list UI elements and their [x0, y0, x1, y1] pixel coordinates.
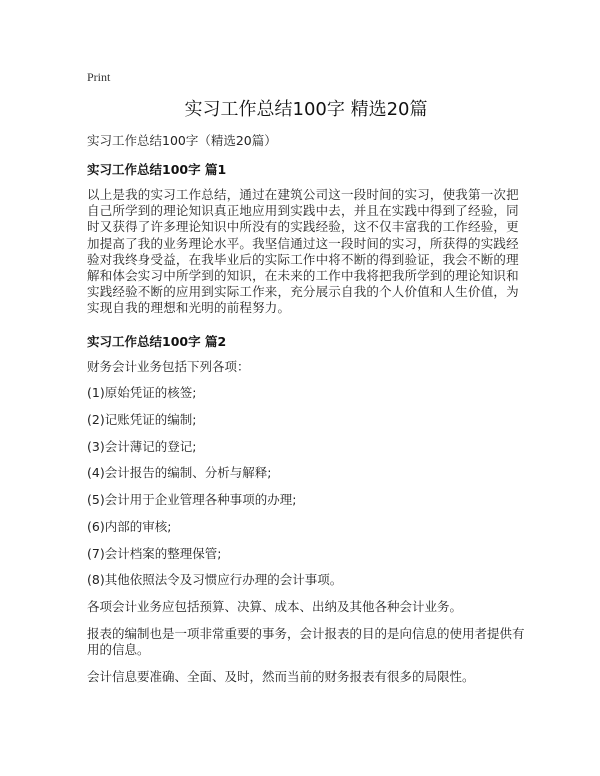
section-heading-2: 实习工作总结100字 篇2 — [87, 333, 227, 349]
paragraph: 各项会计业务应包括预算、决算、成本、出纳及其他各种会计业务。 — [87, 598, 463, 614]
print-link[interactable]: Print — [87, 70, 111, 84]
list-item: (8)其他依照法令及习惯应行办理的会计事项。 — [87, 572, 343, 588]
section-1-paragraph: 以上是我的实习工作总结，通过在建筑公司这一段时间的实习，使我第一次把自己所学到的理论知识真正地应用到实践中去，并且在实践中得到了经验，同时又获得了许多理论知识中所没有的实践经验，这不仅丰富我的工作经验，更加提高了我的业务理论水平。我坚信通过这一段时间的实习，所获得的实践经验对我终身受益，在我毕业后的实际工作中将不断的得到验证，我会不断的理解和体会实习中所学到的知识，在未来的工作中我将把我所学到的理论知识和实践经验不断的应用到实际工作来，充分展示自我的个人价值和人生价值，为实现自我的理想和光明的前程努力。 — [87, 187, 519, 316]
paragraph: 会计信息要准确、全面、及时，然而当前的财务报表有很多的局限性。 — [87, 668, 475, 684]
document-title: 实习工作总结100字 精选20篇 — [184, 99, 428, 120]
list-item: (3)会计薄记的登记; — [87, 438, 197, 454]
document-subtitle: 实习工作总结100字（精选20篇） — [87, 133, 277, 148]
list-item: (1)原始凭证的核签; — [87, 385, 197, 401]
list-item: (4)会计报告的编制、分析与解释; — [87, 465, 272, 481]
list-item: (5)会计用于企业管理各种事项的办理; — [87, 492, 297, 508]
section-heading-1: 实习工作总结100字 篇1 — [87, 162, 227, 177]
list-item: (6)内部的审核; — [87, 518, 172, 534]
list-item: (7)会计档案的整理保管; — [87, 545, 222, 561]
list-item: (2)记账凭证的编制; — [87, 412, 197, 428]
paragraph: 财务会计业务包括下列各项： — [87, 358, 250, 374]
paragraph: 报表的编制也是一项非常重要的事务，会计报表的目的是向信息的使用者提供有用的信息。 — [87, 625, 525, 657]
document-page — [87, 70, 525, 695]
